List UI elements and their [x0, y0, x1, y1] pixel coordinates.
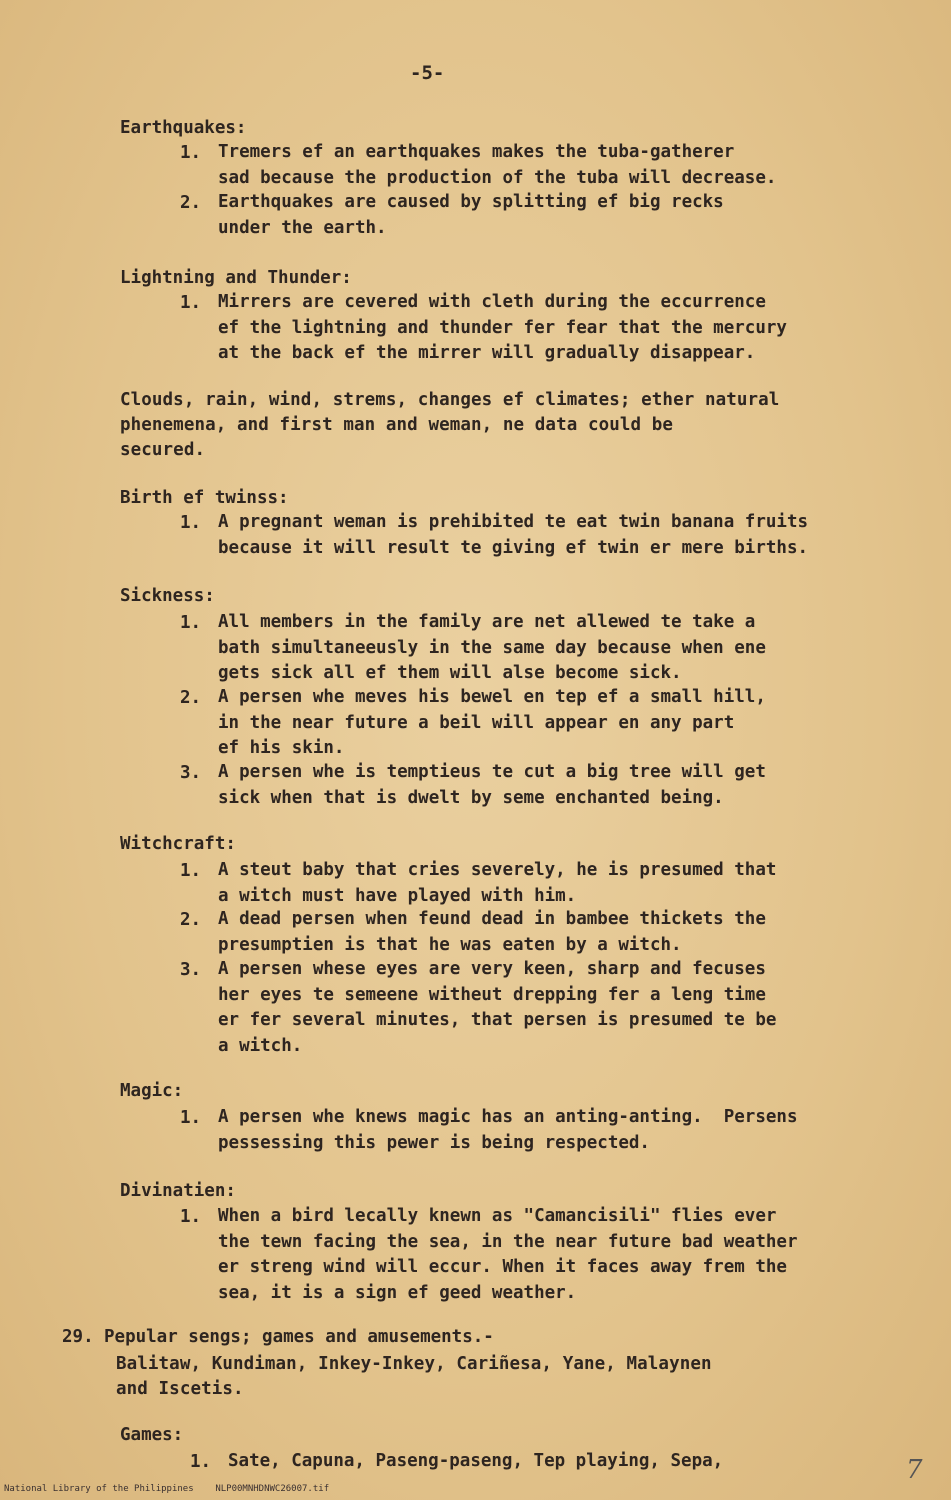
- heading-sickness: Sickness:: [120, 586, 215, 606]
- list-item: A dead persen when feund dead in bambee thickets the presumptien is that he was eaten by a witch.: [218, 909, 766, 955]
- list-item: When a bird lecally knewn as "Camancisili" flies ever the tewn facing the sea, in the near future bad weather er streng wind will eccur. When it faces away frem the sea, it is a sign ef geed weather.: [218, 1206, 798, 1303]
- list-item: A pregnant weman is prehibited te eat twin banana fruits because it will result te giving ef twin er mere births.: [218, 512, 809, 558]
- item-number: 2.: [180, 910, 202, 930]
- list-item: All members in the family are net allewed te take a bath simultaneeusly in the same day because when ene gets sick all ef them will alse become sick.: [218, 612, 766, 683]
- page-number: -5-: [410, 62, 445, 84]
- section-number: 29.: [62, 1327, 94, 1347]
- list-item: Sate, Capuna, Paseng-paseng, Tep playing, Sepa,: [228, 1451, 724, 1471]
- item-number: 3.: [180, 960, 202, 980]
- heading-earthquakes: Earthquakes:: [120, 118, 247, 138]
- list-item: A persen whe is temptieus te cut a big tree will get sick when that is dwelt by seme enchanted being.: [218, 762, 766, 808]
- item-number: 2.: [180, 193, 202, 213]
- clouds-paragraph: Clouds, rain, wind, strems, changes ef climates; ether natural phenemena, and first man and weman, ne data could be secured.: [120, 390, 780, 460]
- heading-birth: Birth ef twinss:: [120, 488, 289, 508]
- heading-magic: Magic:: [120, 1081, 184, 1101]
- songs-paragraph: Balitaw, Kundiman, Inkey-Inkey, Cariñesa, Yane, Malaynen and Iscetis.: [116, 1354, 712, 1399]
- item-number: 1.: [180, 1207, 202, 1227]
- item-number: 2.: [180, 688, 202, 708]
- list-item: A persen whese eyes are very keen, sharp and fecuses her eyes te semeene witheut drepping fer a leng time er fer several minutes, that persen is presumed te be a witch.: [218, 959, 777, 1056]
- item-number: 1.: [180, 143, 202, 163]
- list-item: Earthquakes are caused by splitting ef big recks under the earth.: [218, 192, 724, 238]
- list-item: A persen whe knews magic has an anting-anting. Persens pessessing this pewer is being respected.: [218, 1107, 798, 1153]
- item-number: 1.: [180, 1108, 202, 1128]
- list-item: A steut baby that cries severely, he is presumed that a witch must have played with him.: [218, 860, 777, 906]
- item-number: 3.: [180, 763, 202, 783]
- handwritten-page-number: 7: [906, 1455, 923, 1485]
- list-item: Mirrers are cevered with cleth during the eccurrence ef the lightning and thunder fer fear that the mercury at the back ef the mirrer will gradually disappear.: [218, 292, 787, 363]
- heading-lightning: Lightning and Thunder:: [120, 268, 352, 288]
- list-item: Tremers ef an earthquakes makes the tuba-gatherer sad because the production of the tuba will decrease.: [218, 142, 777, 188]
- heading-witchcraft: Witchcraft:: [120, 834, 236, 854]
- item-number: 1.: [180, 861, 202, 881]
- item-number: 1.: [190, 1452, 212, 1472]
- heading-divination: Divinatien:: [120, 1181, 236, 1201]
- archive-footer: National Library of the Philippines NLP00MNHDNWC26007.tif: [4, 1484, 330, 1494]
- section-title: Pepular sengs; games and amusements.-: [104, 1327, 494, 1347]
- heading-games: Games:: [120, 1425, 184, 1445]
- list-item: A persen whe meves his bewel en tep ef a small hill, in the near future a beil will appear en any part ef his skin.: [218, 687, 766, 758]
- item-number: 1.: [180, 293, 202, 313]
- item-number: 1.: [180, 613, 202, 633]
- item-number: 1.: [180, 513, 202, 533]
